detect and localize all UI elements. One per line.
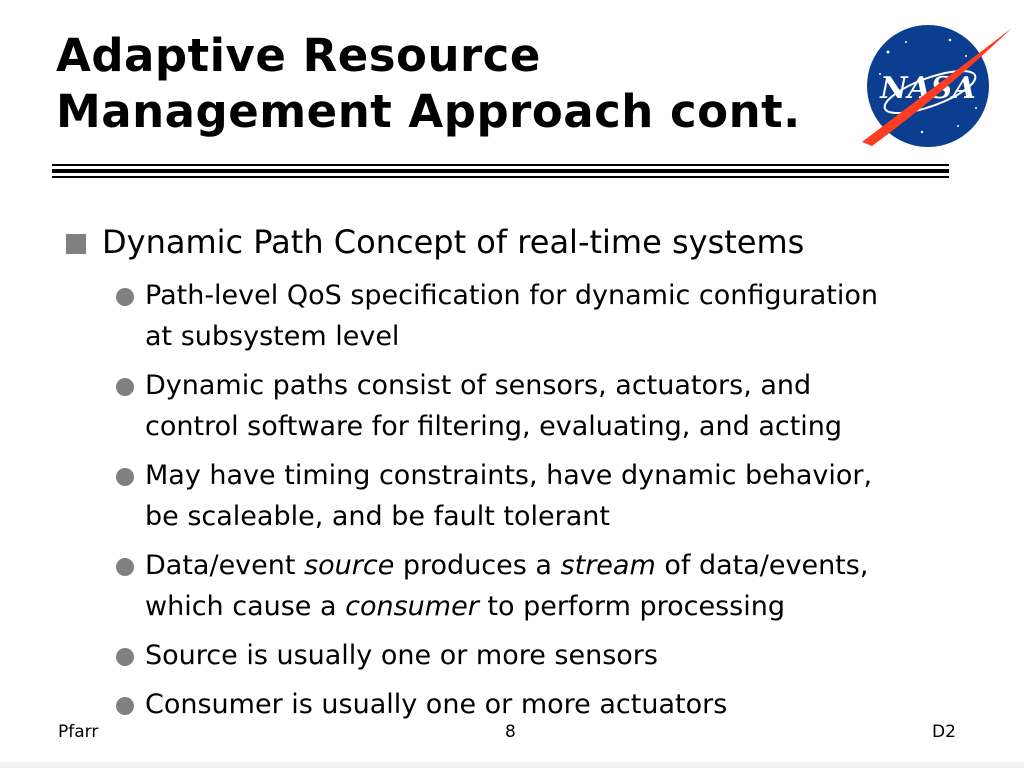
footer-page-number: 8 <box>505 722 516 742</box>
emphasis-consumer: consumer <box>345 591 479 622</box>
main-heading-text: Dynamic Path Concept of real-time systems <box>102 223 805 261</box>
slide-title-line-1: Adaptive Resource <box>56 29 541 82</box>
emphasis-stream: stream <box>560 550 656 581</box>
list-item-text: Dynamic paths consist of sensors, actuators, and <box>145 370 812 401</box>
text-run: Data/event <box>145 550 305 581</box>
round-bullet-icon <box>116 288 134 306</box>
round-bullet-icon <box>116 558 134 576</box>
list-item-text <box>145 586 975 627</box>
title-divider-top <box>52 164 949 166</box>
emphasis-source: source <box>304 550 395 581</box>
bottom-edge <box>0 762 1024 768</box>
title-divider-bottom <box>52 176 949 178</box>
list-item-text: Path-level QoS specification for dynamic configuration <box>145 280 879 311</box>
slide-title <box>56 28 856 140</box>
title-divider-middle <box>52 169 949 173</box>
list-item-text: be scaleable, and be fault tolerant <box>145 501 610 532</box>
list-item-text: control software for filtering, evaluating, and acting <box>145 411 843 442</box>
footer-author: Pfarr <box>58 722 99 742</box>
text-run: which cause a <box>145 591 346 622</box>
round-bullet-icon <box>116 648 134 666</box>
square-bullet-icon <box>66 234 86 254</box>
nasa-logo-icon <box>858 22 1014 150</box>
list-item-text: Source is usually one or more sensors <box>145 640 658 671</box>
list-item-text: May have timing constraints, have dynamic behavior, <box>145 460 873 491</box>
text-run: to perform processing <box>478 591 785 622</box>
list-item-text <box>145 545 975 586</box>
text-run: of data/events, <box>655 550 869 581</box>
list-item-text: Consumer is usually one or more actuators <box>145 689 728 720</box>
text-run: produces a <box>394 550 561 581</box>
round-bullet-icon <box>116 378 134 396</box>
footer-section: D2 <box>932 722 956 742</box>
list-item-text: at subsystem level <box>145 321 400 352</box>
round-bullet-icon <box>116 697 134 715</box>
slide-title-line-2: Management Approach cont. <box>56 85 801 138</box>
round-bullet-icon <box>116 468 134 486</box>
nasa-logo-text: NASA <box>880 71 976 106</box>
